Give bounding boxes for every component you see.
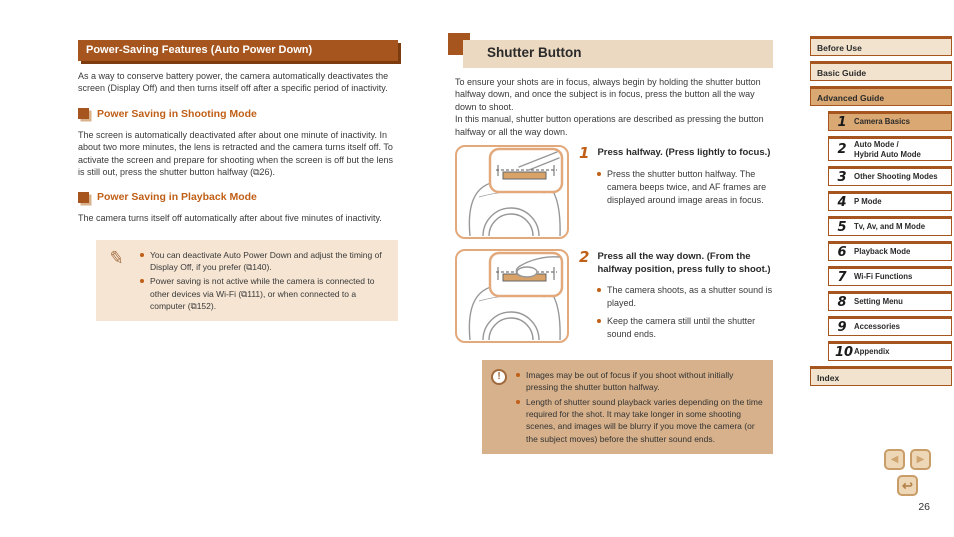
chapter-label: Auto Mode / Hybrid Auto Mode — [854, 140, 921, 159]
chapter-label: Setting Menu — [854, 297, 903, 307]
playback-mode-text: The camera turns itself off automatically after about five minutes of inactivity. — [78, 213, 382, 224]
chapter-number: 4 — [837, 194, 847, 210]
sidebar-item-advanced-guide[interactable]: Advanced Guide — [810, 86, 952, 106]
chapter-label: Appendix — [854, 347, 890, 357]
pencil-note-icon: ✎ — [107, 246, 126, 269]
chapter-number: 8 — [837, 294, 847, 310]
chapter-label: Other Shooting Modes — [854, 172, 938, 182]
note-item — [140, 275, 388, 312]
sidebar-item-before-use[interactable]: Before Use — [810, 36, 952, 56]
chapter-number: 9 — [837, 319, 847, 335]
step-number: 2 — [579, 248, 590, 267]
warning-text: Length of shutter sound playback varies depending on the time required for the shot. It may take longer in some shooting scenes, and images will be blurry if you move the camera (or the subject moves) before the shutter sound ends. — [526, 396, 763, 444]
sidebar-chapter-p-mode[interactable] — [828, 191, 952, 211]
step-bullet — [597, 284, 775, 310]
subheading-label: Power Saving in Playback Mode — [97, 191, 257, 204]
next-page-button[interactable] — [910, 449, 931, 470]
warning-item — [516, 396, 763, 445]
power-saving-intro: As a way to conserve battery power, the camera automatically deactivates the screen (Display Off) and then turns itself off after a specific period of inactivity. — [78, 71, 389, 94]
main-column — [455, 33, 775, 454]
chapter-label: Tv, Av, and M Mode — [854, 222, 926, 232]
camera-full-press-illustration — [455, 249, 569, 343]
bullet-dot — [140, 253, 144, 257]
square-bullet-icon — [78, 108, 89, 119]
sidebar-chapter-setting-menu[interactable] — [828, 291, 952, 311]
step-number: 1 — [579, 144, 590, 163]
chapter-label: Wi-Fi Functions — [854, 272, 913, 282]
sidebar-item-basic-guide[interactable]: Basic Guide — [810, 61, 952, 81]
bullet-dot — [597, 172, 601, 176]
chapter-label: Camera Basics — [854, 117, 910, 127]
chapter-number: 3 — [837, 169, 847, 185]
step-bullet — [597, 168, 775, 207]
sidebar-chapter-tv-av-m-mode[interactable] — [828, 216, 952, 236]
step-bullet — [597, 315, 775, 341]
chapter-label: P Mode — [854, 197, 882, 207]
return-button[interactable] — [897, 475, 918, 496]
step-2-heading — [579, 248, 775, 277]
warning-item — [516, 369, 763, 394]
bullet-dot — [140, 279, 144, 283]
warning-box — [482, 360, 773, 454]
warning-text: Images may be out of focus if you shoot without initially pressing the shutter button halfway. — [526, 370, 734, 393]
left-column — [78, 40, 398, 321]
shooting-mode-text: The screen is automatically deactivated after about one minute of inactivity. In about two more minutes, the lens is retracted and the camera turns itself off. To activate the screen and prepare for shooting when the screen is off but the lens is still out, press the shutter button halfway (⧉26). — [78, 129, 394, 178]
step-2-content — [579, 249, 775, 343]
sidebar-chapter-accessories[interactable] — [828, 316, 952, 336]
step-title: Press all the way down. (From the halfway position, press fully to shoot.) — [597, 251, 771, 275]
sidebar-chapter-camera-basics[interactable] — [828, 111, 952, 131]
step-2-bullets — [579, 284, 775, 341]
section-title-power-saving: Power-Saving Features (Auto Power Down) — [78, 40, 398, 61]
camera-half-press-illustration — [455, 145, 569, 239]
step-title: Press halfway. (Press lightly to focus.) — [597, 147, 771, 159]
sidebar-chapter-auto-mode[interactable] — [828, 136, 952, 161]
bullet-dot — [597, 319, 601, 323]
section-header-shutter-button — [455, 33, 775, 68]
sidebar-item-index[interactable]: Index — [810, 366, 952, 386]
sidebar-chapter-playback-mode[interactable] — [828, 241, 952, 261]
step-1-bullets — [579, 168, 775, 207]
return-arrow-icon: ↩ — [902, 478, 913, 493]
prev-arrow-icon: ◀ — [890, 453, 899, 465]
chapter-number: 6 — [837, 244, 847, 260]
next-arrow-icon: ▶ — [916, 453, 925, 465]
sidebar-chapter-wifi-functions[interactable] — [828, 266, 952, 286]
chapter-number: 10 — [835, 344, 854, 360]
chapter-label: Accessories — [854, 322, 900, 332]
subheading-playback-mode — [78, 191, 398, 203]
chapter-number: 1 — [837, 114, 847, 130]
subheading-label: Power Saving in Shooting Mode — [97, 107, 257, 120]
bullet-dot — [516, 400, 520, 404]
shutter-intro-1: To ensure your shots are in focus, always begin by holding the shutter button halfway down, and once the subject is in focus, press the button all the way down to shoot. — [455, 77, 761, 112]
subheading-shooting-mode — [78, 108, 398, 120]
bullet-dot — [597, 288, 601, 292]
note-text: You can deactivate Auto Power Down and adjust the timing of Display Off, if you prefer (⧉140). — [150, 249, 382, 273]
note-box — [96, 240, 398, 322]
note-item — [140, 249, 388, 274]
sidebar-chapter-other-shooting-modes[interactable] — [828, 166, 952, 186]
bullet-text: Press the shutter button halfway. The camera beeps twice, and AF frames are displayed around image areas in focus. — [607, 168, 767, 205]
step-1-heading — [579, 144, 775, 163]
note-text: Power saving is not active while the camera is connected to other devices via Wi-Fi (⧉111), or when connected to a computer (⧉152). — [150, 276, 375, 312]
square-bullet-icon — [78, 192, 89, 203]
chapter-label: Playback Mode — [854, 247, 911, 257]
chapter-number: 5 — [837, 219, 847, 235]
sidebar-nav — [810, 36, 952, 391]
prev-page-button[interactable] — [884, 449, 905, 470]
sidebar-chapter-appendix[interactable] — [828, 341, 952, 361]
page-title: Shutter Button — [463, 40, 773, 68]
bullet-text: The camera shoots, as a shutter sound is played. — [607, 284, 773, 308]
page-number: 26 — [918, 501, 930, 513]
warning-exclamation-icon: ! — [491, 369, 507, 385]
bullet-dot — [516, 373, 520, 377]
chapter-number: 2 — [837, 142, 847, 157]
step-2-row — [455, 249, 775, 343]
shutter-intro-2: In this manual, shutter button operations are described as pressing the button halfway or all the way down. — [455, 114, 764, 137]
chapter-number: 7 — [837, 269, 847, 285]
step-1-content — [579, 145, 775, 239]
bullet-text: Keep the camera still until the shutter sound ends. — [607, 315, 756, 339]
step-1-row — [455, 145, 775, 239]
